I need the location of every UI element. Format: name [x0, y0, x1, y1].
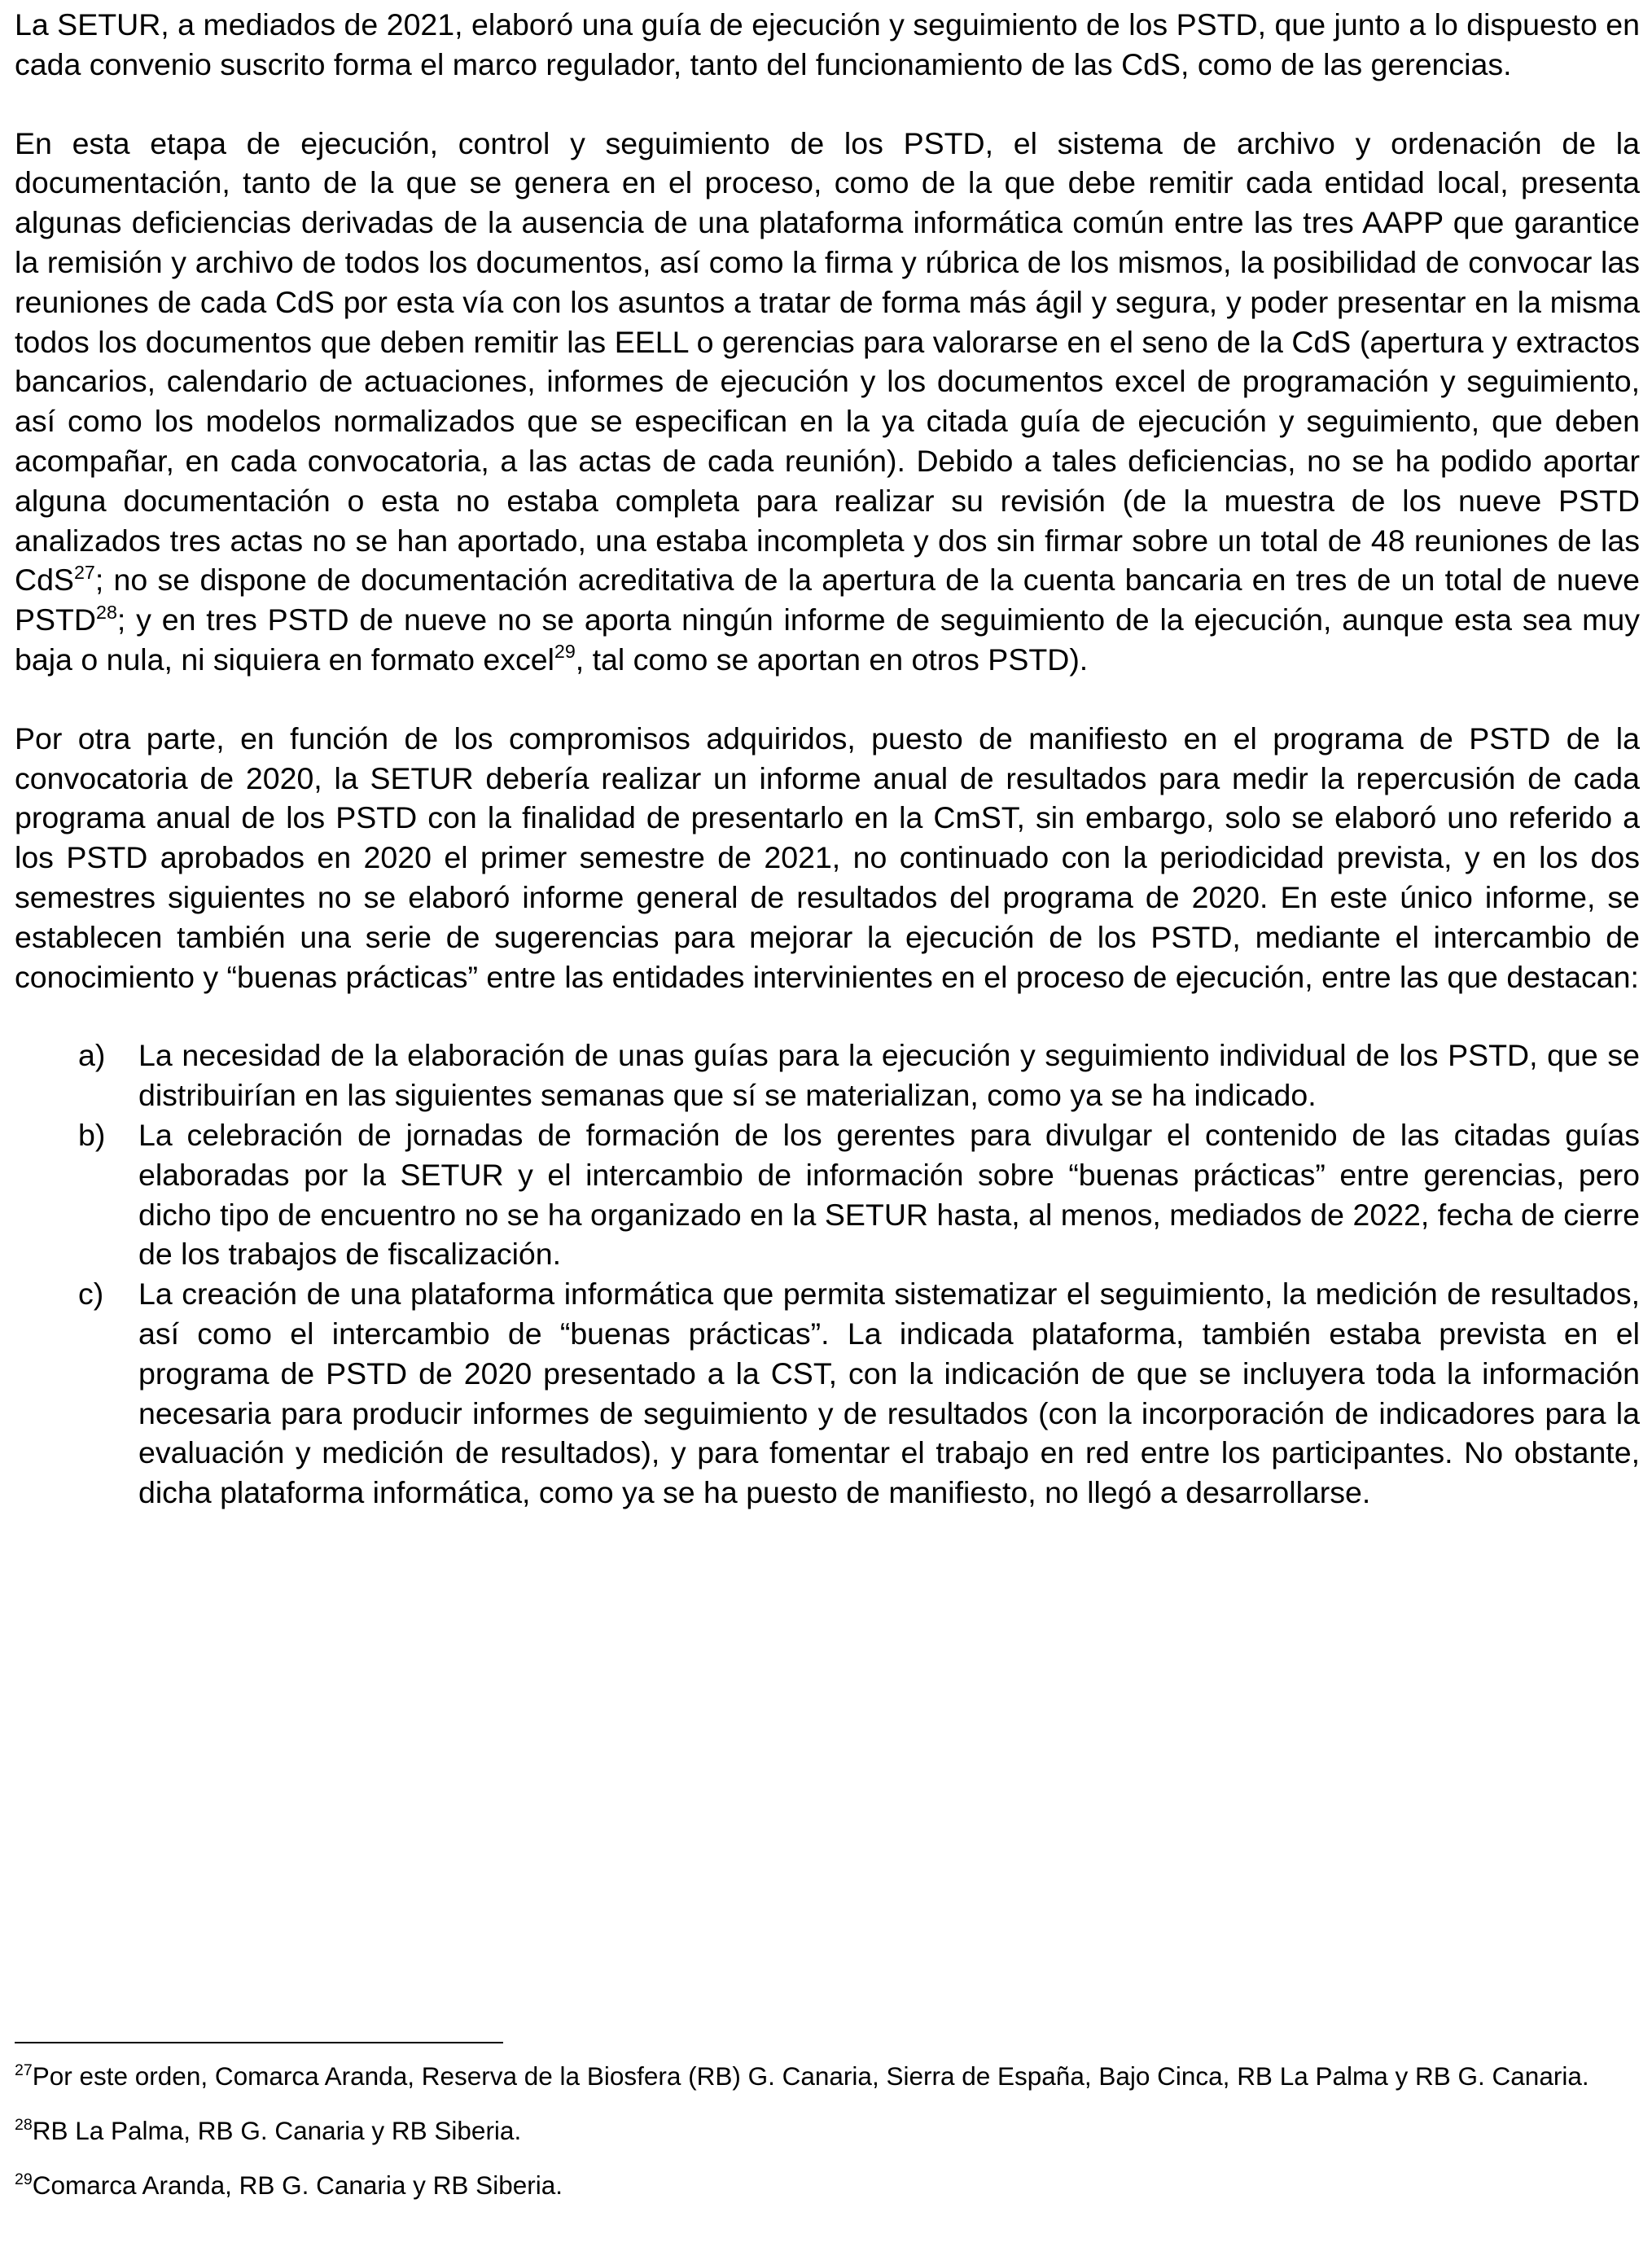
footnote-28 [15, 2114, 1640, 2148]
suggestion-list [15, 1036, 1640, 1513]
footnote-27 [15, 2060, 1640, 2093]
paragraph-2-text-c: ; y en tres PSTD de nueve no se aporta ningún informe de seguimiento de la ejecución, aunque esta sea muy baja o nula, ni siquiera en formato excel [15, 602, 1640, 677]
footnote-text: RB La Palma, RB G. Canaria y RB Siberia. [32, 2116, 522, 2145]
list-marker: c) [78, 1277, 104, 1312]
footnote-text: Comarca Aranda, RB G. Canaria y RB Siberia. [32, 2170, 563, 2200]
list-item-text: La creación de una plataforma informática que permita sistematizar el seguimiento, la medición de resultados, así como el intercambio de “buenas prácticas”. La indicada plataforma, también estaba prevista en el programa de PSTD de 2020 presentado a la CST, con la indicación de que se incluyera toda la información necesaria para producir informes de seguimiento y de resultados (con la incorporación de indicadores para la evaluación y medición de resultados), y para fomentar el trabajo en red entre los participantes. No obstante, dicha plataforma informática, como ya se ha puesto de manifiesto, no llegó a desarrollarse. [138, 1277, 1640, 1510]
footnote-number: 29 [15, 2170, 33, 2188]
paragraph-3: Por otra parte, en función de los compromisos adquiridos, puesto de manifiesto en el programa de PSTD de la convocatoria de 2020, la SETUR debería realizar un informe anual de resultados para medir la repercusión de cada programa anual de los PSTD con la finalidad de presentarlo en la CmST, sin embargo, solo se elaboró uno referido a los PSTD aprobados en 2020 el primer semestre de 2021, no continuado con la periodicidad prevista, y en los dos semestres siguientes no se elaboró informe general de resultados del programa de 2020. En este único informe, se establecen también una serie de sugerencias para mejorar la ejecución de los PSTD, mediante el intercambio de conocimiento y “buenas prácticas” entre las entidades intervinientes en el proceso de ejecución, entre las que destacan: [15, 720, 1640, 994]
footnote-29 [15, 2169, 1640, 2202]
footnote-ref-29: 29 [554, 641, 576, 663]
footnote-text: Por este orden, Comarca Aranda, Reserva de la Biosfera (RB) G. Canaria, Sierra de España, Bajo Cinca, RB La Palma y RB G. Canaria. [32, 2061, 1589, 2091]
document-body [15, 5, 1640, 1513]
footnotes [15, 2060, 1640, 2223]
list-marker: b) [78, 1117, 106, 1152]
paragraph-2-text-d: , tal como se aportan en otros PSTD). [575, 642, 1089, 677]
footnote-number: 27 [15, 2061, 33, 2079]
list-item-a [15, 1036, 1640, 1115]
footnote-ref-27: 27 [73, 561, 95, 583]
footnote-number: 28 [15, 2115, 33, 2134]
footnote-ref-28: 28 [96, 601, 117, 623]
list-marker: a) [78, 1038, 106, 1073]
list-item-c [15, 1274, 1640, 1513]
list-item-b [15, 1115, 1640, 1274]
footnote-separator [15, 2042, 503, 2043]
list-item-text: La necesidad de la elaboración de unas guías para la ejecución y seguimiento individual de los PSTD, que se distribuirían en las siguientes semanas que sí se materializan, como ya se ha indicado. [138, 1038, 1640, 1113]
paragraph-1: La SETUR, a mediados de 2021, elaboró una guía de ejecución y seguimiento de los PSTD, que junto a lo dispuesto en cada convenio suscrito forma el marco regulador, tanto del funcionamiento de las CdS, como de las gerencias. [15, 7, 1640, 81]
paragraph-2 [15, 124, 1640, 680]
paragraph-2-text-a: En esta etapa de ejecución, control y seguimiento de los PSTD, el sistema de archivo y ordenación de la documentación, tanto de la que se genera en el proceso, como de la que debe remitir cada entidad local, presenta algunas deficiencias derivadas de la ausencia de una plataforma informática común entre las tres AAPP que garantice la remisión y archivo de todos los documentos, así como la firma y rúbrica de los mismos, la posibilidad de convocar las reuniones de cada CdS por esta vía con los asuntos a tratar de forma más ágil y segura, y poder presentar en la misma todos los documentos que deben remitir las EELL o gerencias para valorarse en el seno de la CdS (apertura y extractos bancarios, calendario de actuaciones, informes de ejecución y los documentos excel de programación y seguimiento, así como los modelos normalizados que se especifican en la ya citada guía de ejecución y seguimiento, que deben acompañar, en cada convocatoria, a las actas de cada reunión). Debido a tales deficiencias, no se ha podido aportar alguna documentación o esta no estaba completa para realizar su revisión (de la muestra de los nueve PSTD analizados tres actas no se han aportado, una estaba incompleta y dos sin firmar sobre un total de 48 reuniones de las CdS [15, 125, 1640, 598]
paragraph-2-text-b: ; no se dispone de documentación acreditativa de la apertura de la cuenta bancaria en tres de un total de nueve PSTD [15, 563, 1640, 637]
list-item-text: La celebración de jornadas de formación de los gerentes para divulgar el contenido de las citadas guías elaboradas por la SETUR y el intercambio de información sobre “buenas prácticas” entre gerencias, pero dicho tipo de encuentro no se ha organizado en la SETUR hasta, al menos, mediados de 2022, fecha de cierre de los trabajos de fiscalización. [138, 1117, 1640, 1272]
